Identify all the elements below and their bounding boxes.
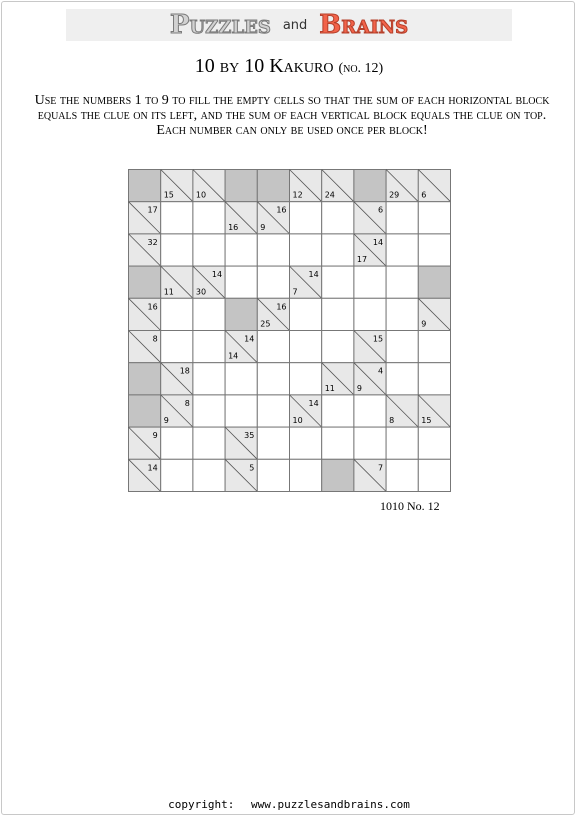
down-clue: 29 [389, 190, 400, 200]
clue-cell [161, 170, 193, 202]
block-cell [129, 395, 161, 427]
clue-cell [354, 363, 386, 395]
clue-cell [418, 170, 450, 202]
clue-cell [354, 331, 386, 363]
empty-cell[interactable] [386, 266, 418, 298]
logo-brains: Brains [319, 10, 409, 40]
block-cell [257, 170, 289, 202]
across-clue: 14 [211, 270, 223, 280]
clue-cell [322, 170, 354, 202]
empty-cell[interactable] [161, 234, 193, 266]
empty-cell[interactable] [354, 395, 386, 427]
empty-cell[interactable] [386, 459, 418, 491]
down-clue: 14 [228, 351, 239, 361]
block-cell [322, 459, 354, 491]
logo-and: and [282, 17, 308, 33]
empty-cell[interactable] [161, 427, 193, 459]
empty-cell[interactable] [386, 234, 418, 266]
empty-cell[interactable] [290, 331, 322, 363]
across-clue: 4 [378, 366, 384, 376]
block-cell [225, 298, 257, 330]
empty-cell[interactable] [386, 202, 418, 234]
empty-cell[interactable] [418, 331, 450, 363]
empty-cell[interactable] [322, 266, 354, 298]
clue-cell [354, 234, 386, 266]
block-cell [225, 170, 257, 202]
title-main: 10 by 10 Kakuro [194, 55, 334, 77]
clue-cell [129, 331, 161, 363]
down-clue: 9 [421, 319, 427, 329]
empty-cell[interactable] [193, 298, 225, 330]
clue-cell [418, 395, 450, 427]
across-clue: 14 [308, 270, 319, 280]
block-cell [129, 266, 161, 298]
clue-cell [354, 202, 386, 234]
empty-cell[interactable] [225, 395, 257, 427]
empty-cell[interactable] [161, 298, 193, 330]
empty-cell[interactable] [257, 395, 289, 427]
across-clue: 17 [147, 205, 158, 215]
block-cell [129, 363, 161, 395]
clue-cell [161, 395, 193, 427]
empty-cell[interactable] [257, 266, 289, 298]
empty-cell[interactable] [161, 202, 193, 234]
clue-cell [161, 363, 193, 395]
empty-cell[interactable] [322, 202, 354, 234]
across-clue: 14 [308, 398, 319, 408]
down-clue: 17 [356, 255, 368, 265]
empty-cell[interactable] [386, 363, 418, 395]
across-clue: 6 [378, 205, 384, 215]
down-clue: 10 [195, 190, 207, 200]
empty-cell[interactable] [193, 427, 225, 459]
empty-cell[interactable] [418, 427, 450, 459]
empty-cell[interactable] [322, 298, 354, 330]
across-clue: 16 [276, 205, 287, 215]
down-clue: 30 [195, 287, 207, 297]
clue-cell [225, 202, 257, 234]
page-title [0, 55, 578, 78]
across-clue: 18 [179, 366, 190, 376]
website-link[interactable]: www.puzzlesandbrains.com [250, 798, 410, 811]
down-clue: 24 [324, 190, 335, 200]
empty-cell[interactable] [386, 427, 418, 459]
empty-cell[interactable] [418, 202, 450, 234]
empty-cell[interactable] [193, 459, 225, 491]
empty-cell[interactable] [322, 395, 354, 427]
across-clue: 15 [372, 334, 384, 344]
empty-cell[interactable] [418, 459, 450, 491]
clue-cell [386, 170, 418, 202]
empty-cell[interactable] [193, 395, 225, 427]
empty-cell[interactable] [257, 363, 289, 395]
across-clue: 16 [147, 302, 158, 312]
clue-cell [129, 202, 161, 234]
across-clue: 16 [276, 302, 287, 312]
clue-cell [129, 298, 161, 330]
empty-cell[interactable] [193, 331, 225, 363]
clue-cell [193, 266, 225, 298]
across-clue: 8 [152, 334, 158, 344]
clue-cell [418, 298, 450, 330]
empty-cell[interactable] [257, 427, 289, 459]
empty-cell[interactable] [257, 234, 289, 266]
empty-cell[interactable] [257, 459, 289, 491]
empty-cell[interactable] [193, 234, 225, 266]
title-number: (no. 12) [338, 61, 384, 76]
empty-cell[interactable] [225, 363, 257, 395]
clue-cell [354, 459, 386, 491]
empty-cell[interactable] [354, 266, 386, 298]
empty-cell[interactable] [322, 331, 354, 363]
across-clue: 14 [244, 334, 255, 344]
footer [0, 798, 578, 811]
empty-cell[interactable] [290, 427, 322, 459]
empty-cell[interactable] [290, 298, 322, 330]
kakuro-grid[interactable] [128, 169, 451, 492]
clue-cell [290, 170, 322, 202]
empty-cell[interactable] [322, 234, 354, 266]
down-clue: 7 [292, 287, 298, 297]
empty-cell[interactable] [161, 459, 193, 491]
kakuro-grid-svg[interactable] [128, 169, 451, 492]
down-clue: 6 [421, 190, 427, 200]
down-clue: 10 [292, 416, 303, 426]
empty-cell[interactable] [290, 234, 322, 266]
clue-cell [386, 395, 418, 427]
across-clue: 9 [152, 431, 158, 441]
clue-cell [290, 395, 322, 427]
down-clue: 16 [228, 222, 239, 232]
empty-cell[interactable] [418, 363, 450, 395]
empty-cell[interactable] [386, 331, 418, 363]
empty-cell[interactable] [418, 234, 450, 266]
clue-cell [322, 363, 354, 395]
down-clue: 9 [260, 222, 266, 232]
empty-cell[interactable] [193, 202, 225, 234]
copyright-label: copyright: [168, 798, 235, 811]
down-clue: 9 [356, 383, 362, 393]
clue-cell [225, 459, 257, 491]
block-cell [418, 266, 450, 298]
empty-cell[interactable] [354, 298, 386, 330]
down-clue: 15 [421, 416, 432, 426]
across-clue: 14 [147, 463, 158, 473]
empty-cell[interactable] [257, 331, 289, 363]
across-clue: 35 [244, 431, 255, 441]
puzzle-code: 1010 No. 12 [380, 499, 440, 513]
down-clue: 9 [163, 416, 169, 426]
across-clue: 32 [147, 237, 158, 247]
clue-cell [129, 459, 161, 491]
clue-cell [161, 266, 193, 298]
header-banner [66, 9, 512, 41]
clue-cell [290, 266, 322, 298]
empty-cell[interactable] [290, 363, 322, 395]
clue-cell [129, 234, 161, 266]
clue-cell [225, 331, 257, 363]
across-clue: 5 [249, 463, 255, 473]
down-clue: 11 [324, 383, 335, 393]
empty-cell[interactable] [193, 363, 225, 395]
down-clue: 15 [163, 190, 174, 200]
down-clue: 25 [260, 319, 271, 329]
empty-cell[interactable] [386, 298, 418, 330]
down-clue: 12 [292, 190, 303, 200]
instructions-text: Use the numbers 1 to 9 to fill the empty cells so that the sum of each horizontal block equals the clue on its left, and the sum of each vertical block equals the clue on top. Each number can only be used once per block! [34, 93, 550, 138]
clue-cell [225, 427, 257, 459]
empty-cell[interactable] [161, 331, 193, 363]
across-clue: 8 [184, 398, 190, 408]
empty-cell[interactable] [290, 202, 322, 234]
empty-cell[interactable] [354, 427, 386, 459]
clue-cell [193, 170, 225, 202]
clue-cell [129, 427, 161, 459]
block-cell [129, 170, 161, 202]
empty-cell[interactable] [290, 459, 322, 491]
across-clue: 14 [372, 237, 384, 247]
block-cell [354, 170, 386, 202]
empty-cell[interactable] [225, 234, 257, 266]
clue-cell [257, 298, 289, 330]
clue-cell [257, 202, 289, 234]
down-clue: 11 [163, 287, 174, 297]
down-clue: 8 [389, 416, 395, 426]
empty-cell[interactable] [322, 427, 354, 459]
logo-puzzles: Puzzles [169, 10, 271, 40]
across-clue: 7 [378, 463, 384, 473]
empty-cell[interactable] [225, 266, 257, 298]
